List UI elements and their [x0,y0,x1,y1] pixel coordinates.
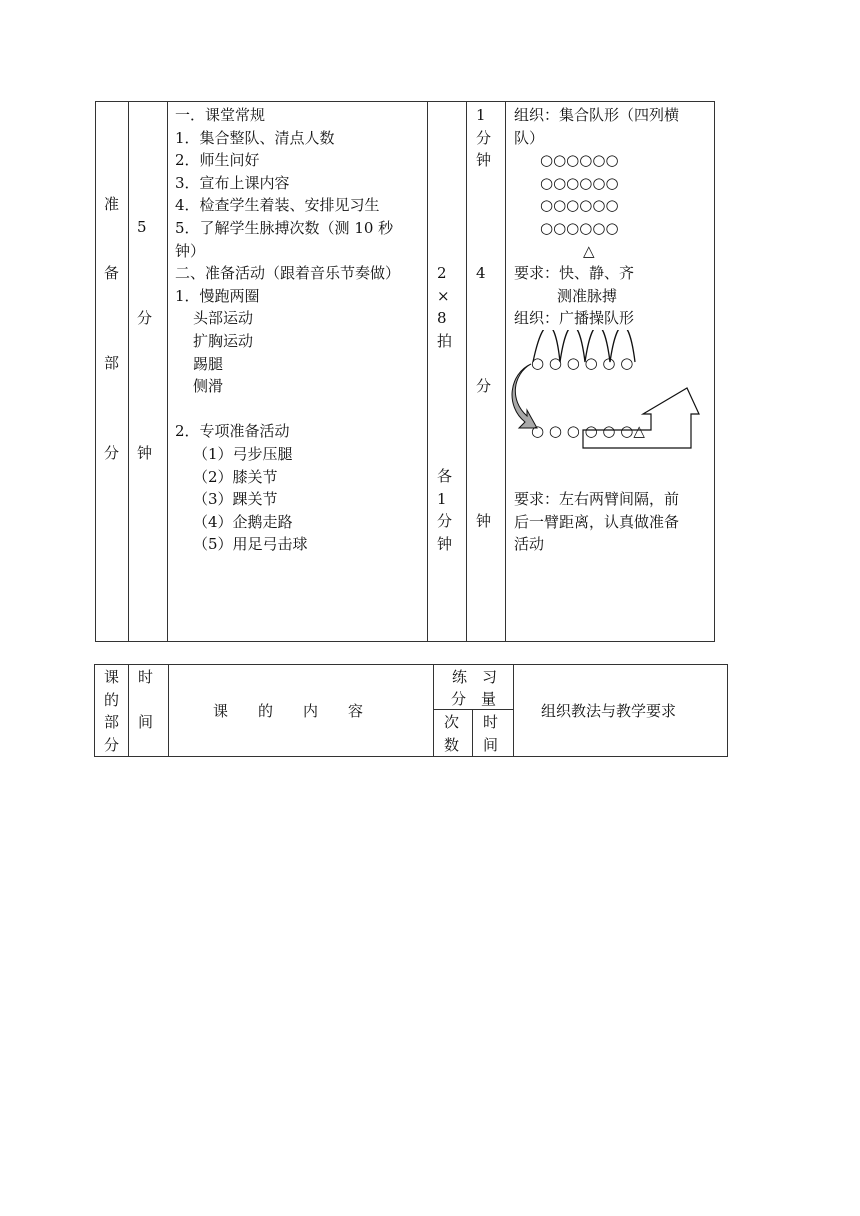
duration-a-1: 1 [476,106,486,124]
content-line: 1．慢跑两圈 [175,286,260,305]
org-text-1: 组织：集合队形（四列横 [514,106,680,124]
formation-row: ○○○○○○ [540,173,619,192]
header-count-1: 次 [444,713,460,731]
time-unit-2: 钟 [137,444,153,462]
content-line: 钟） [175,241,206,260]
content-line: 侧滑 [193,377,224,396]
header-duration-2: 间 [483,735,499,754]
content-line: 一．课堂常规 [175,106,266,124]
duration-b-1: 4 [476,264,486,282]
header-section-2: 的 [104,690,120,709]
duration-a-2: 分 [476,128,492,147]
header-method: 组织教法与教学要求 [541,702,677,720]
content-line: （1）弓步压腿 [193,445,293,463]
count-b-3: 分 [437,512,453,531]
requirement-1-line-2: 测准脉搏 [557,286,618,305]
content-line: 5．了解学生脉搏次数（测 10 秒 [175,219,394,237]
requirement-2-line-3: 活动 [514,535,545,554]
content-line: （2）膝关节 [193,467,278,486]
header-duration-1: 时 [483,713,499,731]
content-line: （3）踝关节 [193,490,278,509]
content-line: 2．专项准备活动 [175,422,290,441]
requirement-1-line-1: 要求：快、静、齐 [514,264,635,283]
diagram-row-2: ○ ○ ○ ○ ○ ○△ [531,422,645,440]
content-line: 2．师生问好 [175,151,260,170]
content-line: 4．检查学生着装、安排见习生 [175,196,380,215]
count-a-3: 8 [437,309,447,328]
count-b-2: 1 [437,489,447,508]
count-a-1: 2 [437,264,447,282]
header-time-1: 时 [138,668,154,686]
count-a-4: 拍 [437,331,453,350]
content-line: 3．宣布上课内容 [175,173,290,192]
diagram-row-1: ○ ○ ○ ○ ○ ○ [531,354,634,372]
content-line: 扩胸运动 [193,332,254,350]
section-char-2: 备 [104,264,120,282]
section-char-4: 分 [104,444,120,462]
header-section-3: 部 [104,713,120,732]
content-line: 头部运动 [193,309,254,328]
formation-row: ○○○○○○ [540,151,619,170]
content-line: 踢腿 [193,354,224,373]
formation-row: ○○○○○○ [540,196,619,215]
requirement-2-line-1: 要求：左右两臂间隔，前 [514,490,680,508]
content-line: 二、准备活动（跟着音乐节奏做） [175,264,401,283]
count-b-4: 钟 [437,534,453,553]
duration-b-3: 钟 [476,512,492,530]
section-char-3: 部 [104,354,120,372]
duration-a-3: 钟 [476,151,492,170]
time-value: 5 [137,218,147,236]
teacher-mark: △ [583,241,595,260]
header-section-1: 课 [104,668,120,686]
formation-row: ○○○○○○ [540,219,619,237]
content-line: （4）企鹅走路 [193,512,293,531]
section-char-1: 准 [104,195,120,213]
content-line: 1．集合整队、清点人数 [175,128,335,147]
header-section-4: 分 [104,735,120,754]
content-line: （5）用足弓击球 [193,535,308,554]
count-b-1: 各 [437,467,453,485]
header-count-2: 数 [444,735,460,754]
org-text-3: 组织：广播操队形 [514,309,635,328]
header-practice-2: 分 量 [451,690,497,708]
header-time-2: 间 [138,713,154,731]
org-text-2: 队） [514,128,545,147]
header-content: 课 的 内 容 [213,702,364,720]
time-unit-1: 分 [137,309,153,327]
duration-b-2: 分 [476,377,492,395]
requirement-2-line-2: 后一臂距离，认真做准备 [514,512,680,531]
header-practice: 练 习 [452,668,498,686]
count-a-2: × [437,286,450,305]
